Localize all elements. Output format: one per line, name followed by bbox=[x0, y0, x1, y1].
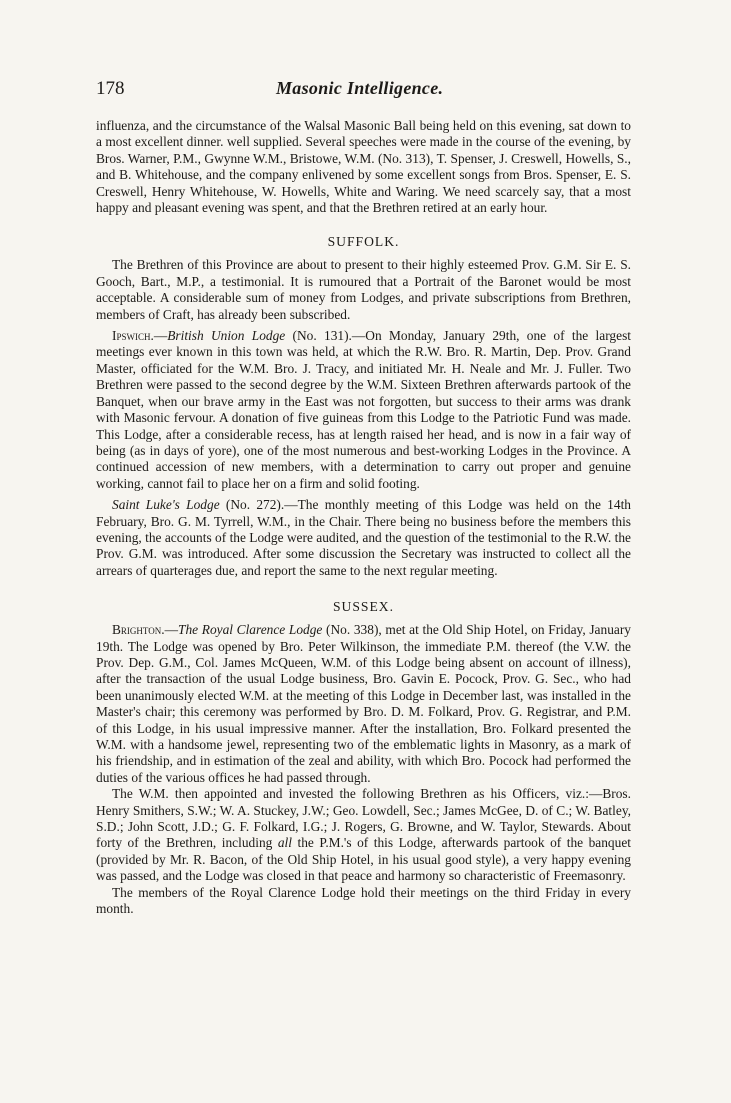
brighton-place: Brighton. bbox=[112, 622, 165, 638]
suffolk-testimonial-text: The Brethren of this Province are about to present to their highly esteemed Prov. G.M. Sir E. S. Gooch, Bart., M.P., a testimonial. It is rumoured that a Portrait of the Baronet would be most acceptable. A considerable sum of money from Lodges, and private subscriptions from Brethren, members of Craft, has already been subscribed. bbox=[96, 257, 631, 322]
officers-all-emphasis: all bbox=[277, 835, 292, 851]
brighton-paragraph: Brighton.—The Royal Clarence Lodge (No. 338), met at the Old Ship Hotel, on Friday, January 19th. The Lodge was opened by Bro. Peter Wilkinson, the immediate P.M. thereof (the V.W. the Prov. Dep. G.M., Col. James McQueen, W.M. of this Lodge being absent on account of illness), after the transaction of the usual Lodge business, Bro. Gavin E. Pocock, Prov. G. Sec., who had been unanimously elected W.M. at the meeting of this Lodge in December last, was installed in the Master's chair; this ceremony was performed by Bro. D. M. Folkard, Prov. G. Registrar, and P.M. of this Lodge, in his usual impressive manner. After the installation, Bro. Folkard presented the W.M. with a handsome jewel, representing two of the emblematic lights in Masonry, as a mark of his friendship, and in estimation of the zeal and ability, with which Bro. Pocock had performed the duties of the various offices he had passed through. bbox=[96, 622, 631, 785]
closing-paragraph: The members of the Royal Clarence Lodge hold their meetings on the third Friday in every month. bbox=[96, 884, 631, 917]
ipswich-place: Ipswich. bbox=[112, 328, 154, 344]
saint-luke-lodge-name: Saint Luke's Lodge bbox=[112, 497, 220, 513]
page-number: 178 bbox=[96, 78, 125, 99]
ipswich-text: (No. 131).—On Monday, January 29th, one of the largest meetings ever known in this town was held, at which the R.W. Bro. R. Martin, Dep. Prov. Grand Master, officiated for the W.M. Bro. J. Tracy, and initiated Mr. H. Neale and Mr. J. Fuller. Two Brethren were passed to the second degree by the W.M. Sixteen Brethren afterwards partook of the Banquet, when our brave army in the East was not forgotten, but success to their arms was drank with Masonic fervour. A donation of five guineas from this Lodge to the Patriotic Fund was made. This Lodge, after a considerable recess, has at length raised her head, and is now in a fair way of being (as in days of yore), one of the most numerous and best-working Lodges in the Province. A continued accession of new members, with a determination to carry out proper and genuine working, cannot fail to place her on a firm and solid footing. bbox=[96, 328, 632, 491]
section-heading-sussex: SUSSEX. bbox=[332, 599, 395, 615]
running-head bbox=[96, 78, 631, 108]
section-heading-suffolk: SUFFOLK. bbox=[327, 234, 400, 250]
running-title: Masonic Intelligence. bbox=[276, 78, 444, 98]
ipswich-lodge-name: British Union Lodge bbox=[167, 328, 286, 344]
saint-luke-text: (No. 272).—The monthly meeting of this Lodge was held on the 14th February, Bro. G. M. Tyrrell, W.M., in the Chair. There being no business before the members this evening, the accounts of the Lodge were audited, and the question of the testimonial to the R.W. the Prov. G.M. was introduced. After some discussion the Secretary was instructed to collect all the arrears of quarterages due, and report the same to the next regular meeting. bbox=[96, 497, 631, 578]
officers-text-b: the P.M.'s of this Lodge, afterwards partook of the banquet (provided by Mr. R. Bacon, of the Old Ship Hotel, in his usual good style), a very happy evening was passed, and the Lodge was closed in that peace and harmony so characteristic of Freemasonry. bbox=[96, 835, 631, 884]
suffolk-testimonial-paragraph bbox=[96, 257, 631, 323]
ipswich-paragraph: Ipswich.—British Union Lodge (No. 131).—On Monday, January 29th, one of the largest meetings ever known in this town was held, at which the R.W. Bro. R. Martin, Dep. Prov. Grand Master, officiated for the W.M. Bro. J. Tracy, and initiated Mr. H. Neale and Mr. J. Fuller. Two Brethren were passed to the second degree by the W.M. Sixteen Brethren afterwards partook of the Banquet, when our brave army in the East was not forgotten, but success to their arms was drank with Masonic fervour. A donation of five guineas from this Lodge to the Patriotic Fund was made. This Lodge, after a considerable recess, has at length raised her head, and is now in a fair way of being (as in days of yore), one of the most numerous and best-working Lodges in the Province. A continued accession of new members, with a determination to carry out proper and genuine working, cannot fail to place her on a firm and solid footing. bbox=[96, 328, 632, 491]
officers-paragraph bbox=[96, 786, 631, 884]
brighton-lodge-name: The Royal Clarence Lodge bbox=[178, 622, 323, 638]
saint-luke-paragraph bbox=[96, 497, 631, 579]
brighton-text: (No. 338), met at the Old Ship Hotel, on Friday, January 19th. The Lodge was opened by Bro. Peter Wilkinson, the immediate P.M. thereof (the V.W. the Prov. Dep. G.M., Col. James McQueen, W.M. of this Lodge being absent on account of illness), after the transaction of the usual Lodge business, Bro. Gavin E. Pocock, Prov. G. Sec., who had been unanimously elected W.M. at the meeting of this Lodge in December last, was installed in the Master's chair; this ceremony was performed by Bro. D. M. Folkard, Prov. G. Registrar, and P.M. of this Lodge, in his usual impressive manner. After the installation, Bro. Folkard presented the W.M. with a handsome jewel, representing two of the emblematic lights in Masonry, as a mark of his friendship, and in estimation of the zeal and ability, with which Bro. Pocock had performed the duties of the various offices he had passed through. bbox=[96, 622, 631, 785]
officers-text-a: The W.M. then appointed and invested the following Brethren as his Officers, viz.:—Bros. Henry Smithers, S.W.; W. A. Stuckey, J.W.; Geo. Lowdell, Sec.; James McGee, D. of C.; W. Batley, S.D.; John Scott, J.D.; G. F. Folkard, I.G.; J. Rogers, G. Browne, and W. Taylor, Stewards. About forty of the Brethren, including bbox=[96, 786, 631, 851]
intro-paragraph: influenza, and the circumstance of the Walsal Masonic Ball being held on this evening, sat down to a most excellent dinner. well supplied. Several speeches were made in the course of the evening, by Bros. Warner, P.M., Gwynne W.M., Bristowe, W.M. (No. 313), T. Spenser, J. Creswell, Howells, S., and B. Whitehouse, and the company enlivened by some excellent songs from Bros. Spenser, E. S. Creswell, Henry Whitehouse, W. Howells, White and Waring. We need scarcely say, that a most happy and pleasant evening was spent, and that the Brethren retired at an early hour. bbox=[96, 118, 631, 216]
